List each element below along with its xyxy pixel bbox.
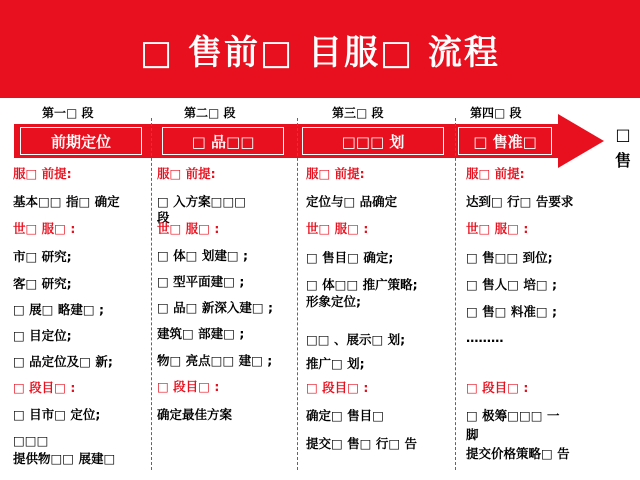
list-item: 脚 <box>466 427 479 442</box>
list-item: 客□ 研究; <box>13 276 72 291</box>
list-item: □ 品定位及□ 新; <box>13 354 113 369</box>
list-item: 达到□ 行□ 告要求 <box>466 194 574 209</box>
phase-divider <box>297 118 298 470</box>
list-item: □ 体□ 划建□ ; <box>157 248 248 263</box>
list-item: 推广□ 划; <box>306 356 365 371</box>
phase-divider <box>455 118 456 470</box>
list-item: 确定最佳方案 <box>157 407 233 422</box>
end-label: □ 售 <box>614 125 631 170</box>
list-item: □ 段目□ : <box>13 380 76 395</box>
list-item: □ 售人□ 培□ ; <box>466 277 557 292</box>
phase-2-name: □ 品□□ <box>162 127 284 155</box>
list-item: 提交价格策略□ 告 <box>466 446 570 461</box>
list-item: □□□ <box>13 433 49 448</box>
list-item: ……… <box>466 330 504 345</box>
list-item: 确定□ 售目□ <box>306 408 384 423</box>
list-item: □ 售□□ 到位; <box>466 250 553 265</box>
phase-4-stage: 第四□ 段 <box>470 106 522 120</box>
process-arrow-head <box>558 114 604 168</box>
list-item: 服□ 前提: <box>157 166 216 181</box>
list-item: □ 目定位; <box>13 328 72 343</box>
phase-4-name: □ 售准□ <box>458 127 552 155</box>
phase-1-name: 前期定位 <box>20 127 142 155</box>
list-item: □ 目市□ 定位; <box>13 407 101 422</box>
list-item: 基本□□ 指□ 确定 <box>13 194 120 209</box>
list-item: 物□ 亮点□□ 建□ ; <box>157 353 273 368</box>
phase-2-stage: 第二□ 段 <box>184 106 236 120</box>
list-item: □ 型平面建□ ; <box>157 274 245 289</box>
list-item: □ 品□ 新深入建□ ; <box>157 300 273 315</box>
list-item: □ 售目□ 确定; <box>306 250 394 265</box>
list-item: 服□ 前提: <box>306 166 365 181</box>
phase-divider <box>151 118 152 470</box>
list-item: 服□ 前提: <box>13 166 72 181</box>
list-item: □ 段目□ : <box>157 379 220 394</box>
title-banner <box>0 0 640 98</box>
list-item: □ 段目□ : <box>306 380 369 395</box>
list-item: □ 极筹□□□ 一 <box>466 408 560 423</box>
phase-3-stage: 第三□ 段 <box>332 106 384 120</box>
list-item: 世□ 服□ : <box>466 221 529 236</box>
list-item: 提交□ 售□ 行□ 告 <box>306 436 417 451</box>
page-title: □ 售前□ 目服□ 流程 <box>140 32 500 73</box>
list-item: 世□ 服□ : <box>157 221 220 236</box>
list-item: □ 售□ 料准□ ; <box>466 304 557 319</box>
list-item: 定位与□ 品确定 <box>306 194 398 209</box>
list-item: 段 <box>157 210 170 225</box>
phase-3-name: □□□ 划 <box>302 127 444 155</box>
list-item: 世□ 服□ : <box>13 221 76 236</box>
list-item: 形象定位; <box>306 294 361 309</box>
list-item: 提供物□□ 展建□ <box>13 451 116 466</box>
list-item: 世□ 服□ : <box>306 221 369 236</box>
list-item: 建筑□ 部建□ ; <box>157 326 245 341</box>
list-item: 服□ 前提: <box>466 166 525 181</box>
list-item: 市□ 研究; <box>13 249 72 264</box>
list-item: □ 入方案□□□ <box>157 194 247 209</box>
list-item: □ 体□□ 推广策略; <box>306 277 418 292</box>
list-item: □ 展□ 略建□ ; <box>13 302 104 317</box>
list-item: □ 段目□ : <box>466 380 529 395</box>
list-item: □□ 、展示□ 划; <box>306 332 406 347</box>
phase-1-stage: 第一□ 段 <box>42 106 94 120</box>
